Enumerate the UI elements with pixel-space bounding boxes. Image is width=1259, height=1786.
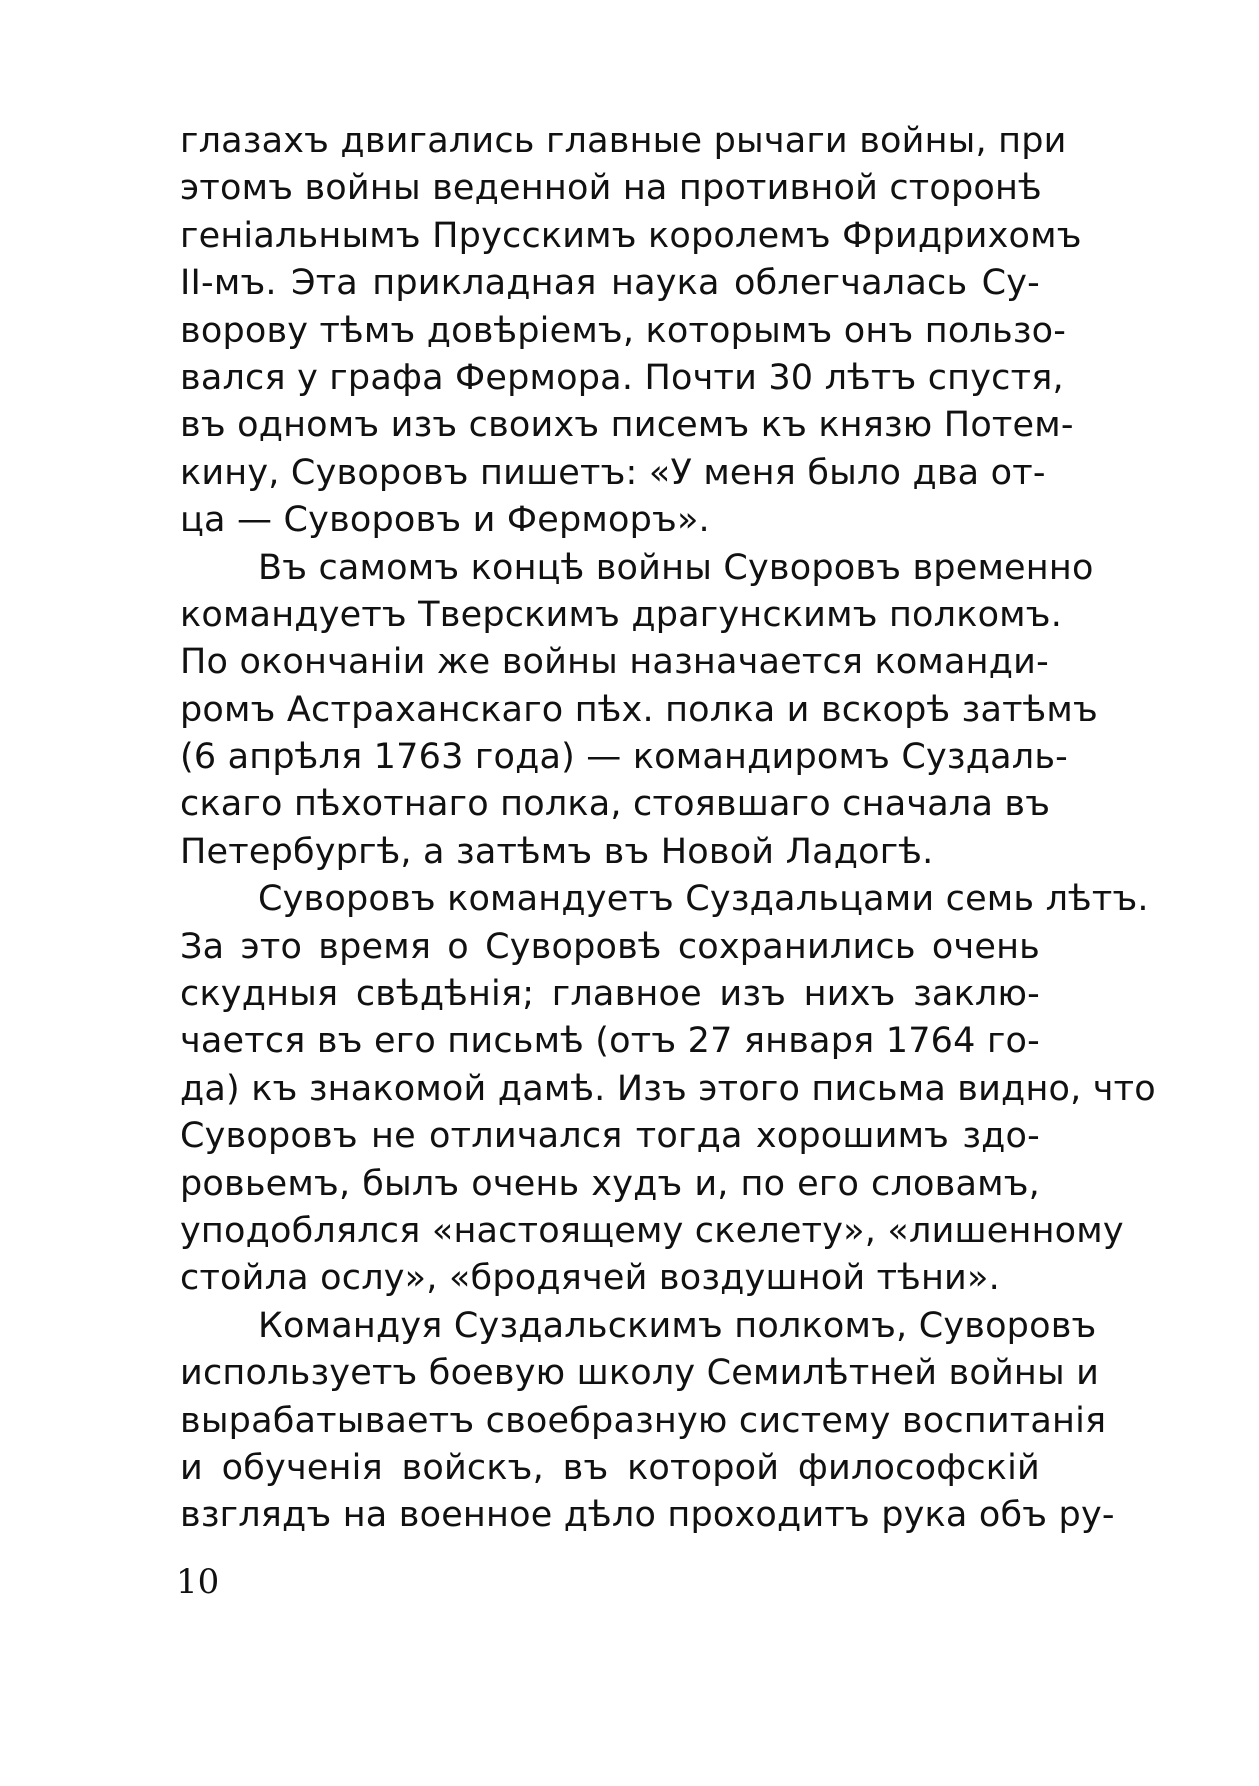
text-line: командуетъ Тверскимъ драгунскимъ полкомъ. [180, 594, 1063, 635]
text-line: скаго пѣхотнаго полка, стоявшаго сначала въ [180, 784, 1051, 825]
text-line: Суворовъ не отличался тогда хорошимъ здо- [180, 1116, 1040, 1157]
body-text [180, 118, 1156, 1540]
text-line: По окончаніи же войны назначается команди- [180, 642, 1049, 683]
paragraph-1 [180, 118, 1082, 545]
paragraph-4 [180, 1303, 1115, 1540]
text-line: Командуя Суздальскимъ полкомъ, Суворовъ [258, 1305, 1097, 1346]
text-line: геніальнымъ Прусскимъ королемъ Фридрихомъ [180, 215, 1082, 256]
text-line: кину, Суворовъ пишетъ: «У меня было два от- [180, 452, 1046, 493]
text-line: чается въ его письмѣ (отъ 27 января 1764 го- [180, 1021, 1040, 1062]
text-line: и обученія войскъ, въ которой философскій [180, 1447, 1040, 1488]
text-line: ца — Суворовъ и Ферморъ». [180, 500, 710, 541]
text-line: ромъ Астраханскаго пѣх. полка и вскорѣ затѣмъ [180, 689, 1098, 730]
text-line: уподоблялся «настоящему скелету», «лишенному [180, 1210, 1124, 1251]
paragraph-3 [180, 876, 1156, 1303]
text-line: ровьемъ, былъ очень худъ и, по его словамъ, [180, 1163, 1040, 1204]
page-number: 10 [176, 1562, 220, 1602]
text-line: вался у графа Фермора. Почти 30 лѣтъ спустя, [180, 357, 1064, 398]
text-line: ворову тѣмъ довѣріемъ, которымъ онъ пользо- [180, 310, 1067, 351]
text-line: да) къ знакомой дамѣ. Изъ этого письма видно, что [180, 1068, 1156, 1109]
paragraph-2 [180, 545, 1098, 877]
text-line: используетъ боевую школу Семилѣтней войны и [180, 1353, 1100, 1394]
text-line: вырабатываетъ своебразную систему воспитанія [180, 1400, 1107, 1441]
text-line: въ одномъ изъ своихъ писемъ къ князю Потем- [180, 405, 1074, 446]
text-line: Суворовъ командуетъ Суздальцами семь лѣтъ. [258, 879, 1149, 920]
text-line: II-мъ. Эта прикладная наука облегчалась Су- [180, 263, 1040, 304]
text-line: этомъ войны веденной на противной сторонѣ [180, 168, 1042, 209]
text-line: стойла ослу», «бродячей воздушной тѣни». [180, 1258, 1000, 1299]
text-line: скудныя свѣдѣнія; главное изъ нихъ заклю- [180, 974, 1040, 1015]
text-line: За это время о Суворовѣ сохранились очень [180, 926, 1040, 967]
text-line: Петербургѣ, а затѣмъ въ Новой Ладогѣ. [180, 831, 934, 872]
text-line: глазахъ двигались главные рычаги войны, при [180, 121, 1067, 161]
text-line: (6 апрѣля 1763 года) — командиромъ Суздаль- [180, 737, 1068, 778]
text-line: Въ самомъ концѣ войны Суворовъ временно [258, 547, 1094, 588]
text-line: взглядъ на военное дѣло проходитъ рука объ ру- [180, 1495, 1115, 1536]
